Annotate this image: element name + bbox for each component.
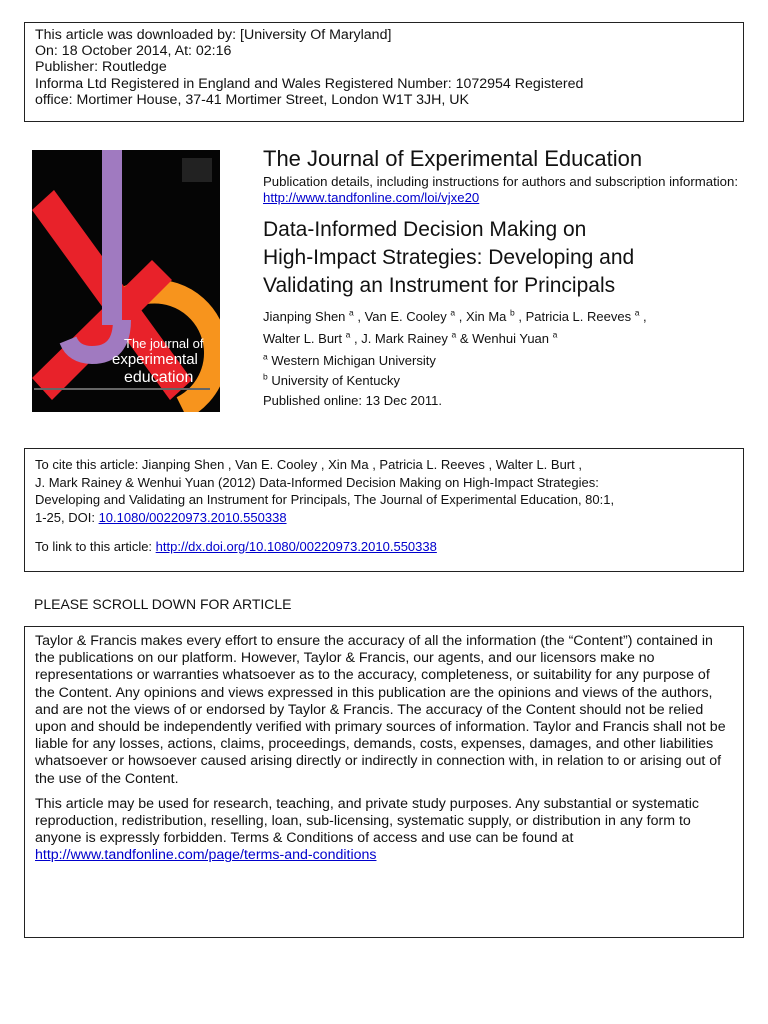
download-info-line: This article was downloaded by: [University Of Maryland] <box>35 27 392 43</box>
article-title-line: High-Impact Strategies: Developing and <box>263 246 635 270</box>
article-link-line <box>35 538 733 556</box>
author-name: Van E. Cooley <box>364 309 451 325</box>
author-line-1 <box>263 306 753 328</box>
disclaimer-box <box>24 626 744 938</box>
author-separator: , <box>455 309 466 325</box>
download-info-line: Publisher: Routledge <box>35 59 167 76</box>
published-date: Published online: 13 Dec 2011. <box>263 393 442 409</box>
publication-details <box>263 174 753 206</box>
doi-link[interactable]: 10.1080/00220973.2010.550338 <box>98 509 287 525</box>
affiliation-b <box>263 371 753 391</box>
article-title-line: Data-Informed Decision Making on <box>263 218 587 242</box>
author-affiliation-mark: a <box>349 308 354 319</box>
author-name: Xin Ma <box>465 309 511 325</box>
citation-line: J. Mark Rainey & Wenhui Yuan (2012) Data-Informed Decision Making on High-Impact Strategies: <box>35 474 599 490</box>
article-link-label: To link to this article: <box>35 539 156 554</box>
author-affiliation-mark: a <box>634 308 640 319</box>
download-info-box <box>24 22 744 122</box>
author-separator: , <box>514 309 526 325</box>
article-title <box>263 216 753 300</box>
cover-title-line: experimental <box>112 351 198 368</box>
author-name: J. Mark Rainey <box>361 331 452 347</box>
author-separator: & <box>456 331 473 347</box>
article-link[interactable]: http://dx.doi.org/10.1080/00220973.2010.550338 <box>155 539 437 554</box>
journal-title: The Journal of Experimental Education <box>263 146 643 171</box>
author-name: Patricia L. Reeves <box>525 309 635 325</box>
author-separator: , <box>350 331 362 347</box>
scroll-notice: PLEASE SCROLL DOWN FOR ARTICLE <box>34 596 292 612</box>
article-title-line: Validating an Instrument for Principals <box>263 274 616 298</box>
disclaimer-paragraph <box>35 796 733 865</box>
citation-doi-prefix: 1-25, DOI: <box>35 509 99 525</box>
affiliation-name: Western Michigan University <box>271 353 436 369</box>
affiliation-mark: a <box>263 352 268 363</box>
download-info-line: office: Mortimer House, 37-41 Mortimer Street, London W1T 3JH, UK <box>35 91 469 108</box>
citation-line <box>35 509 733 527</box>
author-name: Wenhui Yuan <box>472 331 553 347</box>
author-list <box>263 306 753 350</box>
affiliation-name: University of Kentucky <box>271 373 400 389</box>
journal-cover-image <box>32 150 220 412</box>
author-affiliation-mark: a <box>345 330 351 341</box>
author-name: Walter L. Burt <box>263 331 346 347</box>
citation-line: Developing and Validating an Instrument for Principals, The Journal of Experimental Education, 80:1, <box>35 492 615 507</box>
author-line-2 <box>263 328 753 350</box>
author-separator: , <box>353 309 365 325</box>
cover-title-line: The journal of <box>124 336 204 351</box>
download-info-line: Informa Ltd Registered in England and Wales Registered Number: 1072954 Registered <box>35 75 584 92</box>
author-name: Jianping Shen <box>263 309 350 325</box>
affiliation-mark: b <box>263 372 268 383</box>
journal-link[interactable]: http://www.tandfonline.com/loi/vjxe20 <box>263 190 480 206</box>
author-affiliation-mark: a <box>451 330 457 341</box>
author-affiliation-mark: b <box>510 308 515 319</box>
cover-title-line: education <box>124 369 194 386</box>
author-separator: , <box>639 309 647 325</box>
citation-line: To cite this article: Jianping Shen , Van E. Cooley , Xin Ma , Patricia L. Reeves , Walter L. Burt , <box>35 457 582 472</box>
journal-cover-art <box>32 150 220 412</box>
publication-details-text: Publication details, including instructions for authors and subscription information: <box>263 174 739 189</box>
download-info-line: On: 18 October 2014, At: 02:16 <box>35 43 232 60</box>
terms-text: This article may be used for research, teaching, and private study purposes. Any substantial or systematic reproduction, redistribution, reselling, loan, sub-licensing, systematic supply, or distribution in any form to anyone is expressly forbidden. Terms & Conditions of access and use can be found at <box>35 795 699 847</box>
citation-box <box>24 448 744 572</box>
author-affiliation-mark: a <box>450 308 456 319</box>
article-metadata <box>263 146 753 411</box>
author-affiliation-mark: a <box>552 330 558 341</box>
disclaimer-paragraph: Taylor & Francis makes every effort to ensure the accuracy of all the information (the “Content”) contained in the publications on our platform. However, Taylor & Francis, our agents, and our licensors make no representations or warranties whatsoever as to the accuracy, completeness, or suitability for any purpose of the Content. Any opinions and views expressed in this publication are the opinions and views of the authors, and are not the views of or endorsed by Taylor & Francis. The accuracy of the Content should not be relied upon and should be independently verified with primary sources of information. Taylor and Francis shall not be liable for any losses, actions, claims, proceedings, demands, costs, expenses, damages, and other liabilities whatsoever or howsoever caused arising directly or indirectly in connection with, in relation to or arising out of the use of the Content. <box>35 633 726 787</box>
affiliation-a <box>263 351 753 371</box>
terms-link[interactable]: http://www.tandfonline.com/page/terms-and-conditions <box>35 847 377 864</box>
